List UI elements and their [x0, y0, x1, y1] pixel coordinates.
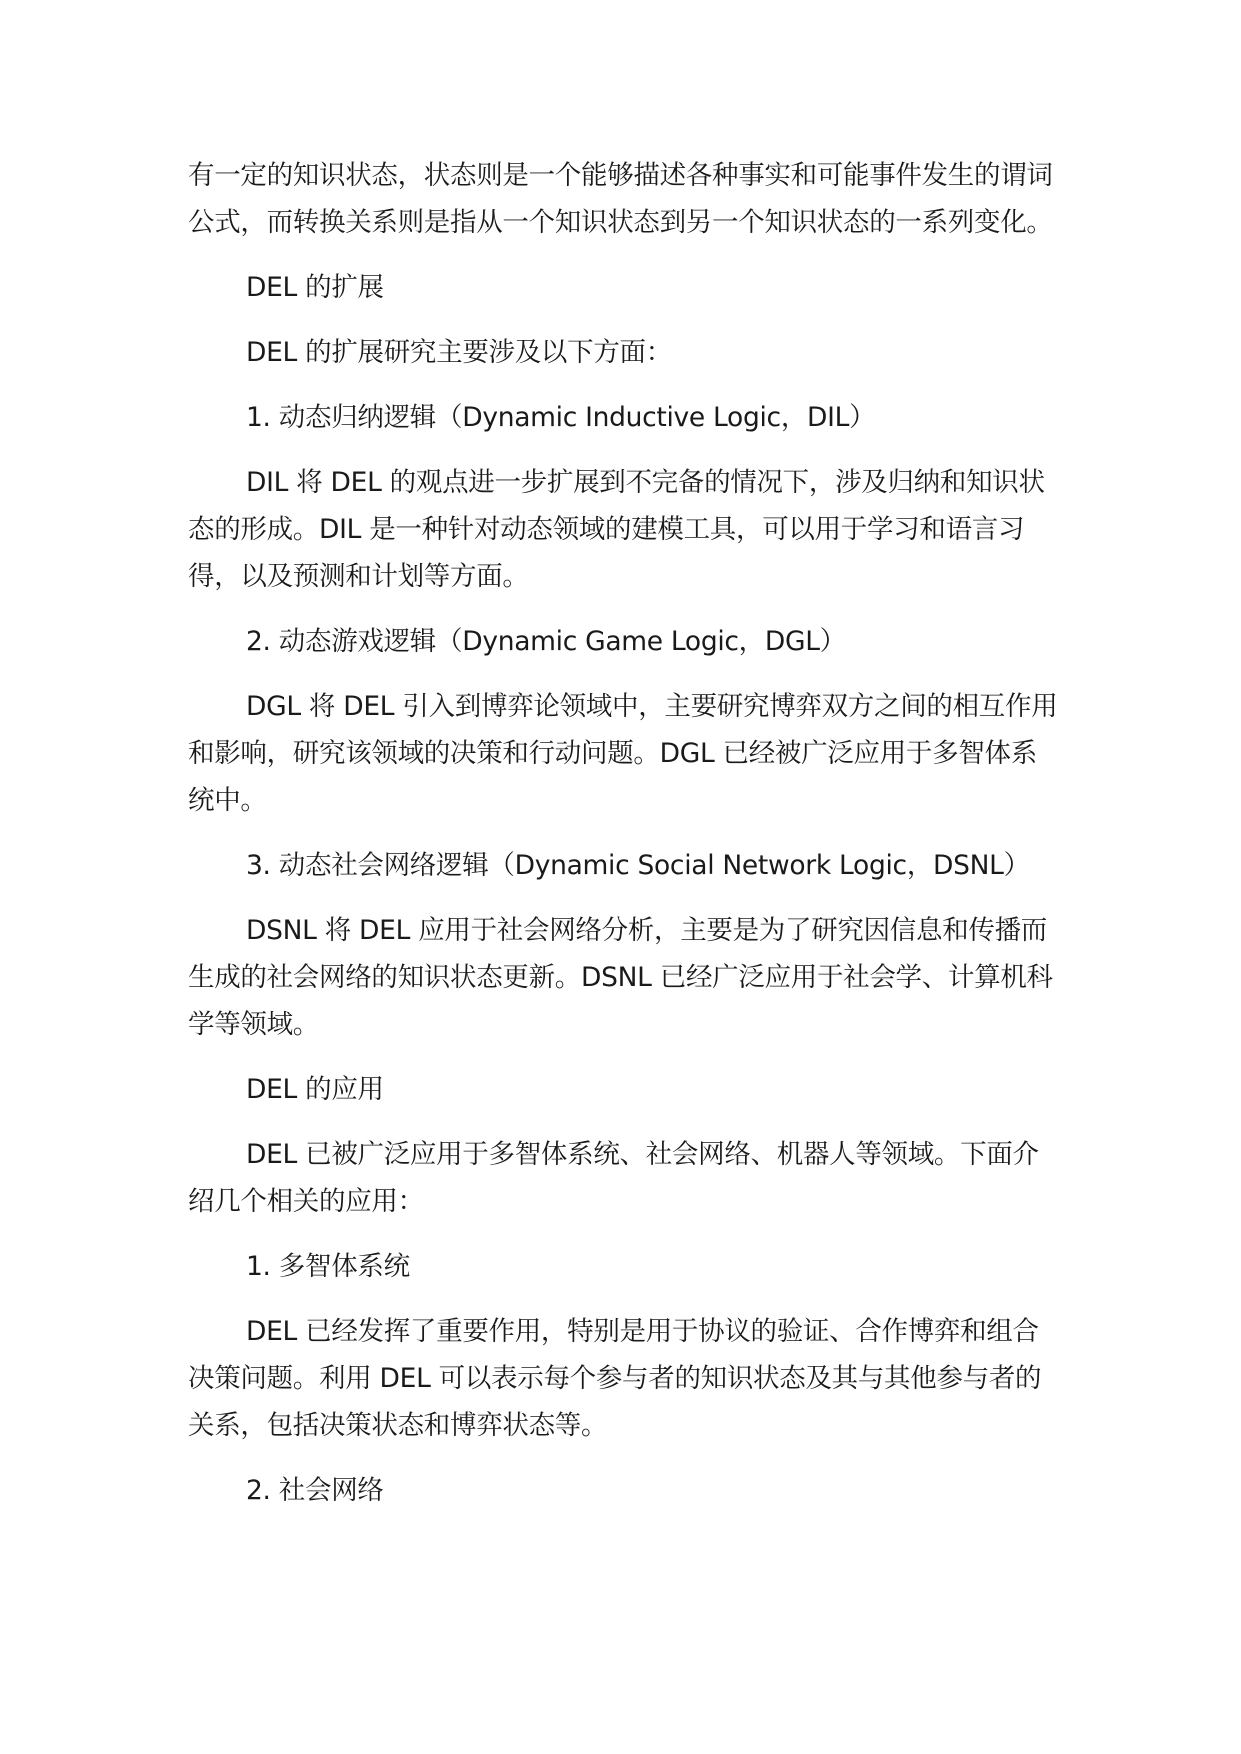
list-heading-multi-agent: 1. 多智体系统 [246, 1251, 410, 1282]
section-heading-extensions: DEL 的扩展 [246, 272, 384, 303]
paragraph-dil: DIL 将 DEL 的观点进一步扩展到不完备的情况下，涉及归纳和知识状态的形成。DIL 是一种针对动态领域的建模工具，可以用于学习和语言习得，以及预测和计划等方面。 [188, 467, 1045, 592]
list-heading-dil: 1. 动态归纳逻辑（Dynamic Inductive Logic，DIL） [246, 402, 876, 433]
list-heading-dgl: 2. 动态游戏逻辑（Dynamic Game Logic，DGL） [246, 626, 846, 657]
paragraph-dgl: DGL 将 DEL 引入到博弈论领域中，主要研究博弈双方之间的相互作用和影响，研究该领域的决策和行动问题。DGL 已经被广泛应用于多智体系统中。 [188, 691, 1058, 816]
list-heading-dsnl: 3. 动态社会网络逻辑（Dynamic Social Network Logic，DSNL） [246, 850, 1030, 881]
paragraph-dsnl: DSNL 将 DEL 应用于社会网络分析，主要是为了研究因信息和传播而生成的社会网络的知识状态更新。DSNL 已经广泛应用于社会学、计算机科学等领域。 [188, 915, 1053, 1040]
section-heading-applications: DEL 的应用 [246, 1074, 384, 1105]
document-body [188, 152, 1058, 1532]
paragraph-applications-intro: DEL 已被广泛应用于多智体系统、社会网络、机器人等领域。下面介绍几个相关的应用： [188, 1139, 1039, 1217]
list-heading-social-network: 2. 社会网络 [246, 1475, 384, 1506]
paragraph-multi-agent: DEL 已经发挥了重要作用，特别是用于协议的验证、合作博弈和组合决策问题。利用 DEL 可以表示每个参与者的知识状态及其与其他参与者的关系，包括决策状态和博弈状态等。 [188, 1316, 1042, 1441]
paragraph-continuation: 有一定的知识状态，状态则是一个能够描述各种事实和可能事件发生的谓词公式，而转换关系则是指从一个知识状态到另一个知识状态的一系列变化。 [188, 160, 1053, 238]
paragraph-extensions-intro: DEL 的扩展研究主要涉及以下方面： [246, 337, 672, 368]
